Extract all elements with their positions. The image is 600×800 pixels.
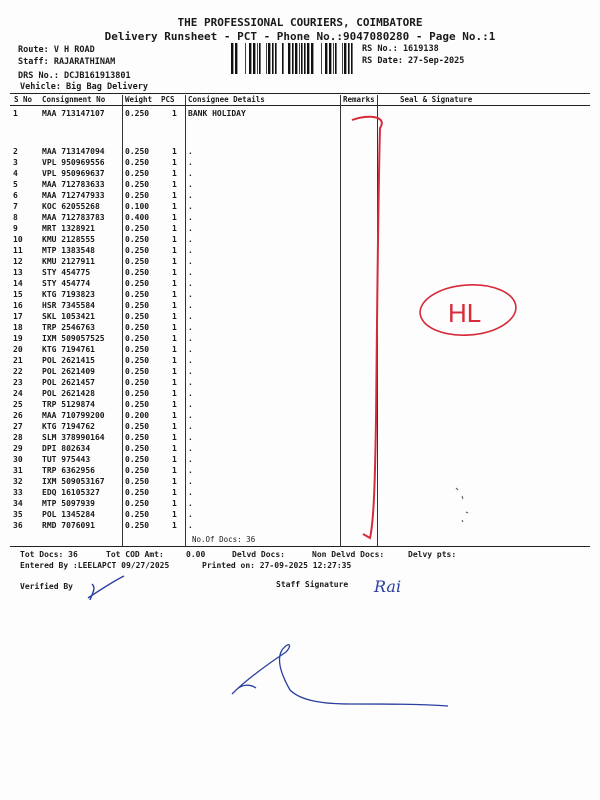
row-consignee: . (188, 433, 193, 442)
row-pcs: 1 (172, 444, 177, 453)
row-sno: 17 (13, 312, 23, 321)
row-sno: 34 (13, 499, 23, 508)
rs-number: RS No.: 1619138 (362, 44, 439, 54)
row-consignment-no: POL 1345284 (42, 510, 95, 519)
row-pcs: 1 (172, 180, 177, 189)
row-sno: 36 (13, 521, 23, 530)
row-weight: 0.250 (125, 499, 150, 508)
row-consignment-no: MAA 713147107 (42, 109, 105, 118)
row-weight: 0.250 (125, 290, 150, 299)
row-consignee: . (188, 389, 193, 398)
col-header-sno: S No (14, 95, 33, 104)
row-consignee: BANK HOLIDAY (188, 109, 246, 118)
staff-signature-text: Rai (374, 577, 402, 596)
staff-label: Staff: RAJARATHINAM (18, 57, 116, 67)
row-consignee: . (188, 411, 193, 420)
row-pcs: 1 (172, 378, 177, 387)
row-consignment-no: STY 454775 (42, 268, 91, 277)
row-weight: 0.250 (125, 488, 150, 497)
row-sno: 24 (13, 389, 23, 398)
row-consignee: . (188, 202, 193, 211)
row-sno: 16 (13, 301, 23, 310)
col-header-consignment: Consignment No (42, 95, 106, 104)
row-sno: 12 (13, 257, 23, 266)
row-pcs: 1 (172, 510, 177, 519)
row-pcs: 1 (172, 477, 177, 486)
row-weight: 0.250 (125, 356, 150, 365)
row-sno: 10 (13, 235, 23, 244)
row-sno: 32 (13, 477, 23, 486)
row-consignee: . (188, 257, 193, 266)
row-weight: 0.250 (125, 147, 150, 156)
col-header-remarks: Remarks (343, 95, 375, 104)
row-consignment-no: TRP 6362956 (42, 466, 95, 475)
row-pcs: 1 (172, 422, 177, 431)
row-pcs: 1 (172, 334, 177, 343)
drs-label: DRS No.: DCJB161913801 (18, 71, 131, 81)
row-pcs: 1 (172, 158, 177, 167)
row-weight: 0.250 (125, 444, 150, 453)
row-weight: 0.250 (125, 169, 150, 178)
row-consignment-no: HSR 7345584 (42, 301, 95, 310)
row-consignment-no: MTP 5097939 (42, 499, 95, 508)
row-consignment-no: IXM 509053167 (42, 477, 105, 486)
row-sno: 28 (13, 433, 23, 442)
row-sno: 30 (13, 455, 23, 464)
row-pcs: 1 (172, 389, 177, 398)
row-consignment-no: RMD 7076091 (42, 521, 95, 530)
row-consignee: . (188, 301, 193, 310)
row-weight: 0.250 (125, 477, 150, 486)
red-hl-text: HL (448, 298, 482, 328)
row-consignment-no: KTG 7193823 (42, 290, 95, 299)
row-consignment-no: TRP 5129874 (42, 400, 95, 409)
no-of-docs: No.Of Docs: 36 (192, 535, 256, 544)
row-weight: 0.250 (125, 521, 150, 530)
row-weight: 0.200 (125, 411, 150, 420)
row-consignee: . (188, 213, 193, 222)
row-pcs: 1 (172, 109, 177, 118)
row-pcs: 1 (172, 345, 177, 354)
row-sno: 4 (13, 169, 18, 178)
col-header-weight: Weight (125, 95, 153, 104)
row-sno: 20 (13, 345, 23, 354)
ink-specks (456, 488, 468, 522)
row-sno: 18 (13, 323, 23, 332)
row-weight: 0.250 (125, 109, 150, 118)
row-consignee: . (188, 158, 193, 167)
verified-by-label: Verified By (20, 582, 73, 591)
row-weight: 0.250 (125, 246, 150, 255)
row-consignee: . (188, 279, 193, 288)
row-consignee: . (188, 455, 193, 464)
row-pcs: 1 (172, 323, 177, 332)
row-sno: 22 (13, 367, 23, 376)
row-pcs: 1 (172, 191, 177, 200)
row-weight: 0.250 (125, 257, 150, 266)
vehicle-label: Vehicle: Big Bag Delivery (20, 82, 148, 92)
row-pcs: 1 (172, 466, 177, 475)
row-sno: 33 (13, 488, 23, 497)
row-sno: 11 (13, 246, 23, 255)
row-consignment-no: TRP 2546763 (42, 323, 95, 332)
row-sno: 9 (13, 224, 18, 233)
non-delvd-docs: Non Delvd Docs: (312, 550, 385, 559)
row-pcs: 1 (172, 213, 177, 222)
tot-docs: Tot Docs: 36 (20, 550, 78, 559)
row-consignment-no: DPI 802634 (42, 444, 91, 453)
row-pcs: 1 (172, 400, 177, 409)
row-sno: 2 (13, 147, 18, 156)
row-pcs: 1 (172, 488, 177, 497)
red-remarks-stroke (352, 117, 382, 538)
route-label: Route: V H ROAD (18, 45, 95, 55)
row-consignee: . (188, 345, 193, 354)
row-weight: 0.250 (125, 158, 150, 167)
row-consignment-no: MRT 1328921 (42, 224, 95, 233)
row-consignee: . (188, 356, 193, 365)
row-weight: 0.250 (125, 433, 150, 442)
row-consignment-no: KOC 62055268 (42, 202, 100, 211)
row-pcs: 1 (172, 202, 177, 211)
row-pcs: 1 (172, 521, 177, 530)
row-weight: 0.400 (125, 213, 150, 222)
row-consignee: . (188, 191, 193, 200)
row-consignment-no: STY 454774 (42, 279, 91, 288)
row-consignee: . (188, 312, 193, 321)
row-sno: 29 (13, 444, 23, 453)
row-weight: 0.250 (125, 400, 150, 409)
row-sno: 31 (13, 466, 23, 475)
row-weight: 0.250 (125, 301, 150, 310)
row-sno: 21 (13, 356, 23, 365)
row-sno: 19 (13, 334, 23, 343)
row-consignee: . (188, 400, 193, 409)
row-consignment-no: MTP 1383548 (42, 246, 95, 255)
col-header-consignee: Consignee Details (188, 95, 265, 104)
row-consignee: . (188, 510, 193, 519)
row-consignee: . (188, 246, 193, 255)
entered-by: Entered By :LEELAPCT 09/27/2025 (20, 561, 170, 570)
row-sno: 23 (13, 378, 23, 387)
row-consignee: . (188, 235, 193, 244)
row-weight: 0.250 (125, 224, 150, 233)
row-consignee: . (188, 169, 193, 178)
row-consignment-no: MAA 712747933 (42, 191, 105, 200)
blue-scribble (232, 645, 448, 706)
row-pcs: 1 (172, 268, 177, 277)
row-pcs: 1 (172, 312, 177, 321)
row-sno: 26 (13, 411, 23, 420)
row-sno: 27 (13, 422, 23, 431)
row-consignment-no: MAA 712783783 (42, 213, 105, 222)
row-pcs: 1 (172, 147, 177, 156)
row-pcs: 1 (172, 499, 177, 508)
row-consignment-no: IXM 509057525 (42, 334, 105, 343)
row-consignee: . (188, 147, 193, 156)
row-pcs: 1 (172, 235, 177, 244)
row-consignment-no: EDQ 16105327 (42, 488, 100, 497)
row-consignment-no: KMU 2127911 (42, 257, 95, 266)
row-consignee: . (188, 444, 193, 453)
tot-cod-value: 0.00 (186, 550, 206, 559)
row-sno: 15 (13, 290, 23, 299)
row-weight: 0.250 (125, 378, 150, 387)
row-consignment-no: POL 2621428 (42, 389, 95, 398)
row-sno: 13 (13, 268, 23, 277)
row-weight: 0.250 (125, 422, 150, 431)
row-consignee: . (188, 268, 193, 277)
row-pcs: 1 (172, 433, 177, 442)
row-pcs: 1 (172, 290, 177, 299)
row-sno: 5 (13, 180, 18, 189)
row-consignee: . (188, 477, 193, 486)
verified-by-mark (88, 576, 124, 600)
row-pcs: 1 (172, 356, 177, 365)
row-weight: 0.250 (125, 235, 150, 244)
row-consignee: . (188, 422, 193, 431)
row-weight: 0.250 (125, 466, 150, 475)
row-consignment-no: VPL 950969637 (42, 169, 105, 178)
row-weight: 0.250 (125, 191, 150, 200)
row-consignment-no: MAA 712783633 (42, 180, 105, 189)
row-weight: 0.250 (125, 367, 150, 376)
row-pcs: 1 (172, 224, 177, 233)
row-consignment-no: POL 2621415 (42, 356, 95, 365)
row-pcs: 1 (172, 411, 177, 420)
row-weight: 0.250 (125, 279, 150, 288)
row-weight: 0.100 (125, 202, 150, 211)
row-pcs: 1 (172, 301, 177, 310)
row-consignee: . (188, 334, 193, 343)
row-sno: 1 (13, 109, 18, 118)
row-consignee: . (188, 323, 193, 332)
row-consignment-no: KTG 7194761 (42, 345, 95, 354)
row-consignee: . (188, 499, 193, 508)
row-weight: 0.250 (125, 389, 150, 398)
row-pcs: 1 (172, 257, 177, 266)
row-consignee: . (188, 521, 193, 530)
row-consignee: . (188, 466, 193, 475)
row-consignment-no: POL 2621457 (42, 378, 95, 387)
row-sno: 3 (13, 158, 18, 167)
row-weight: 0.250 (125, 334, 150, 343)
runsheet-subtitle: Delivery Runsheet - PCT - Phone No.:9047080280 - Page No.:1 (104, 30, 496, 43)
row-consignee: . (188, 224, 193, 233)
row-sno: 8 (13, 213, 18, 222)
row-consignee: . (188, 180, 193, 189)
row-consignment-no: KTG 7194762 (42, 422, 95, 431)
tot-cod-label: Tot COD Amt: (106, 550, 164, 559)
row-consignee: . (188, 378, 193, 387)
row-consignee: . (188, 488, 193, 497)
row-weight: 0.250 (125, 510, 150, 519)
row-weight: 0.250 (125, 345, 150, 354)
row-consignment-no: POL 2621409 (42, 367, 95, 376)
row-sno: 6 (13, 191, 18, 200)
row-pcs: 1 (172, 455, 177, 464)
printed-on: Printed on: 27-09-2025 12:27:35 (202, 561, 352, 570)
row-consignee: . (188, 367, 193, 376)
row-weight: 0.250 (125, 455, 150, 464)
col-header-seal-signature: Seal & Signature (400, 95, 473, 104)
row-pcs: 1 (172, 367, 177, 376)
delvd-docs: Delvd Docs: (232, 550, 285, 559)
row-weight: 0.250 (125, 180, 150, 189)
row-consignment-no: SKL 1053421 (42, 312, 95, 321)
company-title: THE PROFESSIONAL COURIERS, COIMBATORE (177, 16, 423, 29)
row-weight: 0.250 (125, 268, 150, 277)
rs-date: RS Date: 27-Sep-2025 (362, 56, 465, 66)
col-header-pcs: PCS (161, 95, 175, 104)
row-weight: 0.250 (125, 312, 150, 321)
staff-signature-label: Staff Signature (276, 580, 349, 589)
row-consignment-no: MAA 713147094 (42, 147, 105, 156)
row-weight: 0.250 (125, 323, 150, 332)
row-sno: 7 (13, 202, 18, 211)
row-pcs: 1 (172, 246, 177, 255)
row-consignment-no: KMU 2128555 (42, 235, 95, 244)
row-pcs: 1 (172, 279, 177, 288)
row-sno: 14 (13, 279, 23, 288)
row-consignee: . (188, 290, 193, 299)
row-consignment-no: SLM 378990164 (42, 433, 105, 442)
row-consignment-no: VPL 950969556 (42, 158, 105, 167)
row-sno: 35 (13, 510, 23, 519)
row-consignment-no: TUT 975443 (42, 455, 91, 464)
row-sno: 25 (13, 400, 23, 409)
row-pcs: 1 (172, 169, 177, 178)
row-consignment-no: MAA 710799200 (42, 411, 105, 420)
delvy-pts: Delvy pts: (408, 550, 457, 559)
